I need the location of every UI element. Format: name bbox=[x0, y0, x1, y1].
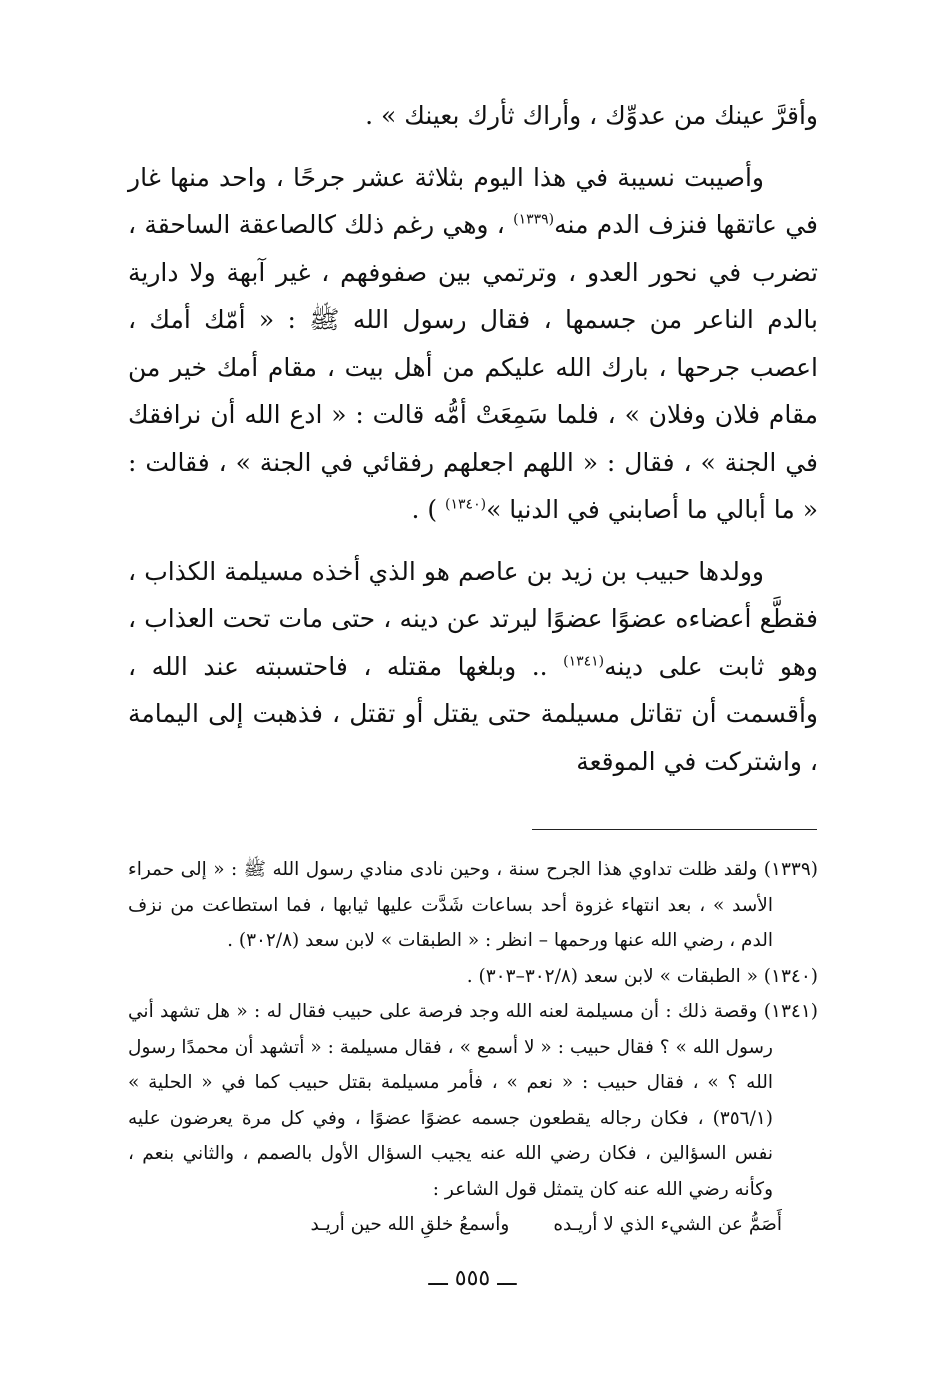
main-text bbox=[128, 92, 818, 785]
page-number: ـــ ٥٥٥ ـــ bbox=[428, 1266, 517, 1291]
verse-second-hemistich: وأسمعُ خلقِ الله حين أريـد bbox=[310, 1214, 510, 1235]
footnote-ref-1339: (١٣٣٩) bbox=[513, 211, 555, 228]
footnote-1341: (١٣٤١) وقصة ذلك : أن مسيلمة لعنه الله وجد فرصة على حبيب فقال له : « هل تشهد أني رسول الله » ؟ فقال حبيب : « لا أسمع » ، فقال مسيلمة : « أتشهد أن محمدًا رسول الله ؟ » ، فقال حبيب : « نعم » ، فأمر مسيلمة بقتل حبيب كما في « الحلية » (٣٥٦/١) ، فكان رجاله يقطعون جسمه عضوًا عضوًا ، وفي كل مرة يعرضون عليه نفس السؤالين ، فكان رضي الله عنه يجيب السؤال الأول بالصمم ، والثاني بنعم ، وكأنه رضي الله عنه كان يتمثل قول الشاعر : bbox=[128, 1001, 818, 1200]
paragraph-text: وولدها حبيب بن زيد بن عاصم هو الذي أخذه مسيلمة الكذاب ، فقطَّع أعضاءه عضوًا عضوًا ليرتد عن دينه ، حتى مات تحت العذاب ، وهو ثابت على دينه bbox=[128, 556, 818, 681]
footnotes bbox=[128, 852, 818, 1243]
paragraph-text: وأصيبت نسيبة في هذا اليوم بثلاثة عشر جرحًا ، واحد منها غار في عاتقها فنزف الدم منه bbox=[128, 162, 818, 239]
paragraph-continuation: وأقرَّ عينك من عدوِّك ، وأراك ثأرك بعينك » . bbox=[365, 101, 818, 130]
footnote-ref-1340: (١٣٤٠) bbox=[445, 496, 487, 513]
footnote-1339: (١٣٣٩) ولقد ظلت تداوي هذا الجرح سنة ، وحين نادى منادي رسول الله ﷺ : « إلى حمراء الأسد » ، بعد انتهاء غزوة أحد بساعات شَدَّت عليها ثيابها ، فما استطاعت من نزف الدم ، رضي الله عنها ورحمها – انظر : « الطبقات » لابن سعد (٣٠٢/٨) . bbox=[128, 859, 818, 951]
footnote-ref-1341: (١٣٤١) bbox=[563, 653, 605, 670]
verse-first-hemistich: أَصَمُّ عن الشيء الذي لا أريـده bbox=[553, 1214, 782, 1235]
paragraph-text: ، وهي رغم ذلك كالصاعقة الساحقة ، تضرب في نحور العدو ، وترتمي بين صفوفهم ، غير آبهة ولا دارية بالدم الناعر من جسمها ، فقال رسول الله ﷺ : « أمّك أمك ، اعصب جرحها ، بارك الله عليكم من أهل بيت ، مقام أمك خير من مقام فلان وفلان » ، فلما سَمِعَتْ أمُّه قالت : « ادع الله أن نرافقك في الجنة » ، فقال : « اللهم اجعلهم رفقائي في الجنة » ، فقالت : « ما أبالي ما أصابني في الدنيا » bbox=[128, 210, 818, 524]
paragraph-text: .. وبلغها مقتله ، فاحتسبته عند الله ، وأقسمت أن تقاتل مسيلمة حتى يقتل أو تقتل ، فذهبت إلى اليمامة ، واشتركت في الموقعة bbox=[128, 651, 818, 776]
paragraph-habib bbox=[128, 548, 818, 786]
paragraph-nusaybah bbox=[128, 154, 818, 534]
footnote-1340: (١٣٤٠) « الطبقات » لابن سعد (٣٠٢/٨–٣٠٣) . bbox=[466, 965, 818, 987]
footnote-divider bbox=[532, 829, 817, 830]
paragraph-text: ) . bbox=[411, 495, 446, 524]
page-body bbox=[128, 92, 818, 1243]
poetry-verse bbox=[128, 1207, 818, 1243]
